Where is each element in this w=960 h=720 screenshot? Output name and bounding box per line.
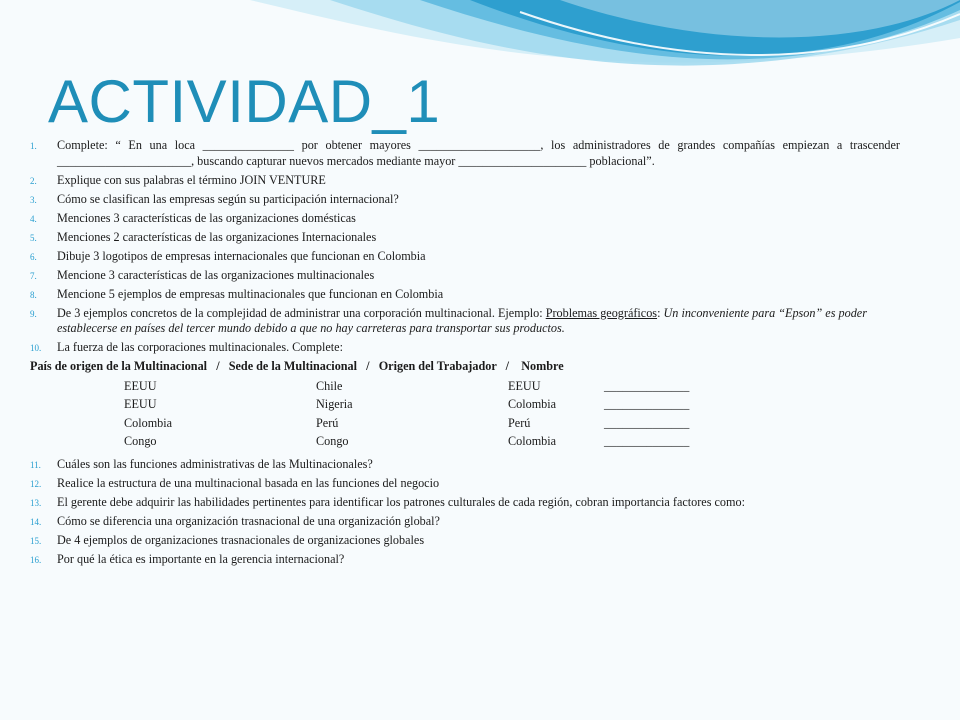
list-item (30, 192, 900, 208)
item-number: 4. (30, 213, 37, 224)
item-number: 11. (30, 459, 41, 470)
item-text: El gerente debe adquirir las habilidades pertinentes para identificar los patrones culturales de cada región, cobran importancia factores como: (57, 494, 745, 509)
item-text: Cuáles son las funciones administrativas de las Multinacionales? (57, 456, 373, 471)
table-cell: EEUU (508, 378, 541, 393)
list-item (30, 457, 900, 473)
table-cell: ______________ (604, 397, 690, 411)
table-cell: Congo (124, 434, 157, 448)
multinational-table (124, 379, 714, 453)
list-item (30, 268, 900, 284)
list-item (30, 249, 900, 265)
list-item (30, 552, 900, 568)
table-cell: Perú (508, 415, 531, 430)
item-text: Explique con sus palabras el término JOIN VENTURE (57, 172, 326, 187)
question-list-b (30, 457, 900, 568)
table-cell: Congo (316, 434, 349, 448)
item-text: Por qué la ética es importante en la gerencia internacional? (57, 551, 345, 566)
activity-content (30, 138, 900, 571)
table-cell: Nigeria (316, 397, 353, 411)
page-title: ACTIVIDAD_1 (48, 68, 441, 135)
table-row (124, 379, 714, 398)
list-item (30, 173, 900, 189)
item-text: Dibuje 3 logotipos de empresas internacionales que funcionan en Colombia (57, 248, 426, 263)
item-text: De 4 ejemplos de organizaciones trasnacionales de organizaciones globales (57, 532, 425, 547)
item-number: 6. (30, 251, 37, 262)
item-number: 12. (30, 478, 42, 489)
list-item (30, 514, 900, 530)
table-cell: ______________ (604, 415, 690, 430)
item-text-separator: : (657, 305, 664, 320)
list-item (30, 476, 900, 492)
example-heading: Problemas geográficos (545, 305, 658, 320)
item-number: 9. (30, 308, 37, 319)
item-number: 15. (30, 535, 42, 546)
table-row (124, 416, 714, 435)
table-cell: Perú (316, 415, 339, 430)
table-cell: Colombia (508, 434, 557, 448)
item-text: Menciones 2 características de las organizaciones Internacionales (57, 229, 377, 244)
list-item (30, 138, 900, 169)
question-list-a (30, 138, 900, 356)
table-cell: Colombia (124, 415, 173, 430)
item-number: 8. (30, 289, 37, 300)
table-cell: Colombia (508, 397, 557, 411)
item-number: 3. (30, 194, 37, 205)
list-item (30, 306, 900, 337)
item-number: 5. (30, 232, 37, 243)
item-text: Mencione 3 características de las organizaciones multinacionales (57, 267, 375, 282)
item-number: 14. (30, 516, 42, 527)
item-text: Mencione 5 ejemplos de empresas multinacionales que funcionan en Colombia (57, 286, 444, 301)
item-number: 1. (30, 141, 37, 151)
list-item (30, 533, 900, 549)
list-item (30, 495, 900, 511)
item-text: Realice la estructura de una multinacional basada en las funciones del negocio (57, 475, 440, 490)
item-number: 13. (30, 497, 42, 508)
table-row (124, 434, 714, 453)
item-text: Menciones 3 características de las organizaciones domésticas (57, 210, 356, 225)
list-item (30, 211, 900, 227)
table-cell: ______________ (604, 378, 690, 393)
item-text: Cómo se clasifican las empresas según su participación internacional? (57, 191, 399, 206)
list-item (30, 230, 900, 246)
item-text: Cómo se diferencia una organización trasnacional de una organización global? (57, 513, 440, 528)
item-number: 16. (30, 554, 42, 565)
example-text: Un inconveniente para “Epson” es poder establecerse en países del tercer mundo debido a que no hay carreteras para transportar sus productos. (57, 305, 867, 335)
item-text: De 3 ejemplos concretos de la complejidad de administrar una corporación multinacional. Ejemplo: (57, 305, 546, 320)
item-number: 7. (30, 270, 37, 281)
table-cell: ______________ (604, 434, 690, 448)
item-number: 2. (30, 175, 37, 186)
table-cell: Chile (316, 378, 343, 393)
list-item (30, 340, 900, 356)
table-header: País de origen de la Multinacional / Sede de la Multinacional / Origen del Trabajador / Nombre (30, 359, 564, 373)
table-cell: EEUU (124, 397, 157, 411)
list-item (30, 287, 900, 303)
item-text: La fuerza de las corporaciones multinacionales. Complete: (57, 340, 343, 354)
item-number: 10. (30, 343, 42, 353)
item-text: Complete: “ En una loca _______________ por obtener mayores ____________________, los administradores de grandes compañías empiezan a trascender ______________________, buscando capturar nuevos mercados mediante mayor _____________________ poblacional”. (57, 138, 900, 168)
table-row (124, 397, 714, 416)
table-cell: EEUU (124, 378, 157, 393)
